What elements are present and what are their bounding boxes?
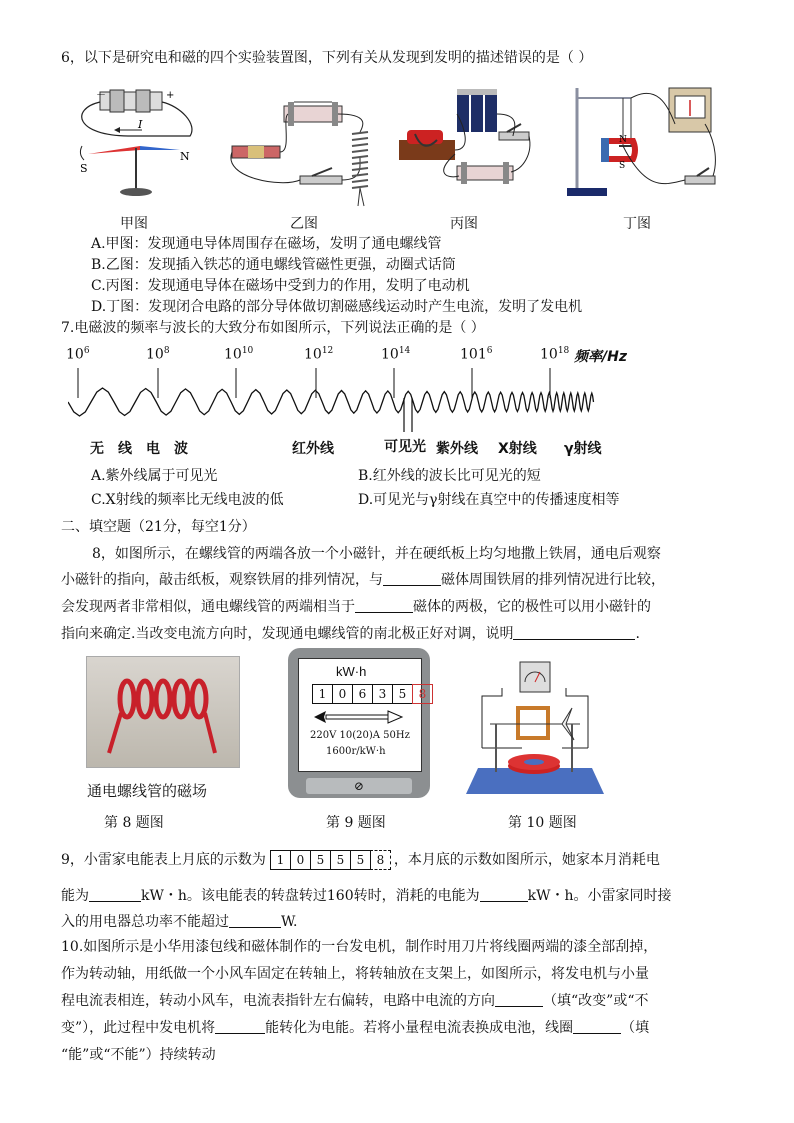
q10-line-3: 程电流表相连，转动小风车，电流表指针左右偏转，电路中电流的方向 （填“改变”或“不 [61, 993, 649, 1009]
q6-stem: 6，以下是研究电和磁的四个实验装置图，下列有关从发现到发明的描述错误的是（ ） [61, 50, 593, 66]
meter-rev: 1600r/kW·h [326, 746, 386, 757]
q8-blank-3[interactable] [513, 625, 635, 640]
band-gamma: γ射线 [564, 441, 602, 457]
q8-line-3: 会发现两者非常相似，通电螺线管的两端相当于 磁体的两极，它的极性可以用小磁针的 [61, 599, 651, 615]
meter-dial-arrow [314, 710, 404, 724]
caption-bing: 丙图 [450, 216, 478, 232]
q10-blank-3[interactable] [573, 1019, 621, 1034]
band-ultraviolet: 紫外线 [436, 441, 478, 457]
q10-line-5: “能”或“不能”）持续转动 [61, 1047, 216, 1063]
caption-jia: 甲图 [120, 216, 148, 232]
em-spectrum-wave [68, 368, 628, 436]
fig-9-caption: 第 9 题图 [326, 815, 386, 831]
fig-9-energy-meter [288, 648, 430, 798]
band-infrared: 红外线 [292, 441, 334, 457]
q9-blank-3[interactable] [229, 913, 281, 928]
q7-option-a: A.紫外线属于可见光 [91, 468, 218, 484]
section-2-heading: 二、填空题（21分，每空1分） [61, 519, 256, 535]
band-visible: 可见光 [384, 439, 426, 455]
q10-line-4: 变”），此过程中发电机将 能转化为电能。若将小量程电流表换成电池，线圈 （填 [61, 1020, 650, 1036]
fig-yi-electromagnet [222, 88, 390, 210]
q6-option-a: A.甲图：发现通电导体周围存在磁场，发明了通电螺线管 [91, 236, 442, 252]
freq-tick-7: $10^{18}$ [540, 346, 570, 363]
q10-blank-1[interactable] [495, 992, 543, 1007]
q9-line-3: 入的用电器总功率不能超过 W. [61, 914, 298, 930]
q10-blank-2[interactable] [215, 1019, 265, 1034]
q10-line-2: 作为转动轴，用纸做一个小风车固定在转轴上，将转轴放在支架上，如图所示，将发电机与小量 [61, 966, 649, 982]
fig-bing-motor [393, 84, 541, 204]
caption-yi: 乙图 [290, 216, 318, 232]
freq-tick-3: $10^{10}$ [224, 346, 254, 363]
meter-digits: 1 0 6 3 5 8 [312, 684, 432, 704]
minus-label: － [96, 90, 106, 101]
freq-tick-6: $101^6$ [460, 346, 493, 363]
caption-ding: 丁图 [623, 216, 651, 232]
q9-line-1: 9，小雷家电能表上月底的示数为 1 0 5 5 5 8 ，本月底的示数如图所示，她家本月消耗电 [61, 852, 660, 868]
magnet-n-label: N [619, 135, 627, 145]
q6-option-d: D.丁图：发现闭合电路的部分导体做切割磁感线运动时产生电流，发明了发电机 [91, 299, 583, 315]
fig-ding-generator [557, 84, 727, 204]
q8-line-1: 8，如图所示，在螺线管的两端各放一个小磁针，并在硬纸板上均匀地撒上铁屑，通电后观察 [92, 546, 661, 562]
q7-stem: 7.电磁波的频率与波长的大致分布如图所示，下列说法正确的是（ ） [61, 320, 485, 336]
meter-reset-icon: ⊘ [306, 778, 412, 794]
fig-8-title: 通电螺线管的磁场 [87, 782, 208, 800]
q7-option-b: B.红外线的波长比可见光的短 [358, 468, 541, 484]
fig-8-solenoid-photo [86, 656, 240, 768]
q8-line-2: 小磁针的指向，敲击纸板，观察铁屑的排列情况，与 磁体周围铁屑的排列情况进行比较， [61, 572, 665, 588]
fig-8-caption: 第 8 题图 [104, 815, 164, 831]
freq-tick-2: $10^8$ [146, 346, 170, 363]
q7-option-d: D.可见光与γ射线在真空中的传播速度相等 [358, 492, 620, 508]
q9-blank-2[interactable] [480, 887, 528, 902]
q6-option-b: B.乙图：发现插入铁芯的通电螺线管磁性更强，动圈式话筒 [91, 257, 456, 273]
band-xray: X射线 [498, 441, 537, 457]
current-label: I [138, 118, 143, 131]
meter-unit: kW·h [336, 664, 367, 679]
q7-option-c: C.X射线的频率比无线电波的低 [91, 492, 284, 508]
plus-label: + [166, 90, 175, 101]
q6-option-c: C.丙图：发现通电导体在磁场中受到力的作用，发明了电动机 [91, 278, 470, 294]
meter-spec: 220V 10(20)A 50Hz [310, 730, 410, 741]
north-label: N [180, 150, 190, 163]
q8-blank-1[interactable] [383, 571, 441, 586]
freq-tick-5: $10^{14}$ [381, 346, 411, 363]
south-label: S [80, 162, 88, 175]
q9-line-2: 能为 kW・h。该电能表的转盘转过160转时，消耗的电能为 kW・h。小雷家同时接 [61, 888, 672, 904]
band-radio: 无 线 电 波 [90, 441, 188, 457]
fig-10-caption: 第 10 题图 [508, 815, 577, 831]
q9-blank-1[interactable] [89, 887, 141, 902]
freq-tick-1: $10^6$ [66, 346, 90, 363]
q8-line-4: 指向来确定.当改变电流方向时，发现通电螺线管的南北极正好对调，说明 . [61, 626, 640, 642]
fig-10-homemade-generator [462, 648, 610, 802]
freq-tick-4: $10^{12}$ [304, 346, 334, 363]
q8-blank-2[interactable] [355, 598, 413, 613]
fig-jia-oersted [70, 84, 200, 204]
q10-line-1: 10.如图所示是小华用漆包线和磁体制作的一台发电机，制作时用刀片将线圈两端的漆全部刮掉， [61, 939, 658, 955]
freq-unit: 频率/Hz [574, 349, 627, 365]
magnet-s-label: S [619, 161, 626, 171]
